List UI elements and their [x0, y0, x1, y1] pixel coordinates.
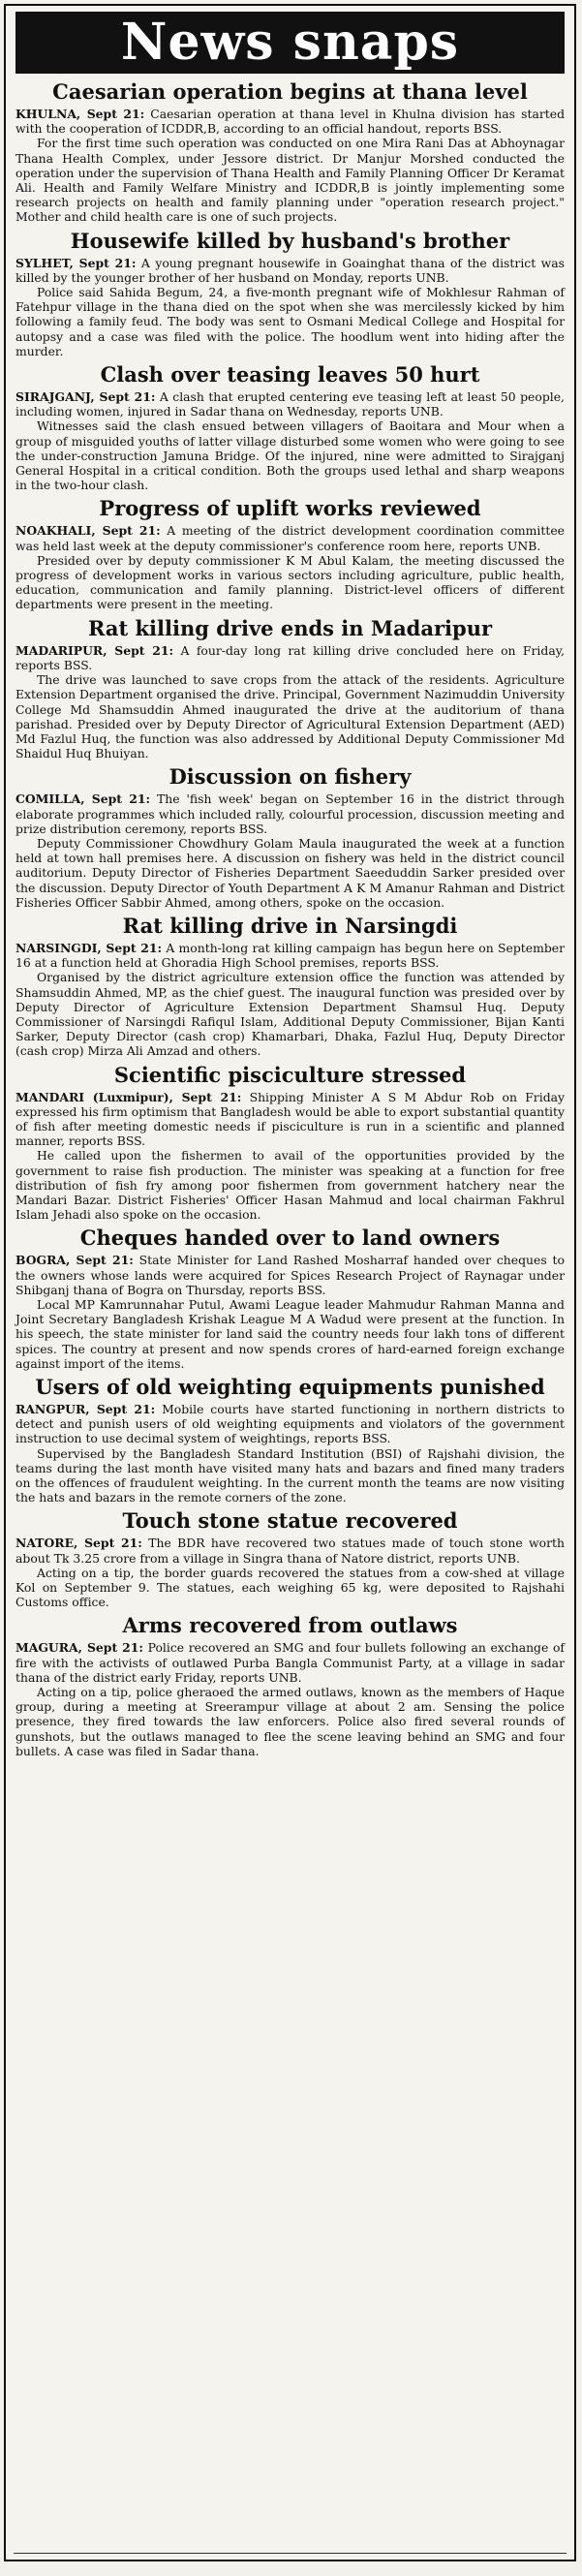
story-headline: Rat killing drive in Narsingdi: [122, 913, 458, 938]
story-body: [15, 107, 565, 225]
story-paragraph: [15, 1566, 565, 1610]
news-story: [6, 79, 574, 225]
news-story: [6, 764, 574, 910]
story-text: Police recovered an SMG and four bullets following an exchange of fire with the activists of outlawed Purba Bangla Communist Party, at a village in sadar thana of the district early Friday, reports UNB.: [15, 1640, 566, 1685]
story-paragraph: [15, 285, 565, 358]
story-headline: Discussion on fishery: [168, 764, 412, 790]
story-headline: Users of old weighting equipments punished: [35, 1375, 545, 1400]
news-story: [6, 1613, 574, 1758]
story-dateline: SIRAJGANJ, Sept 21:: [15, 389, 156, 405]
story-text: A month-long rat killing campaign has begun here on September 16 at a function held at Ghoradia High School premises, reports BSS.: [15, 940, 566, 971]
story-body: [15, 1536, 565, 1609]
story-text: For the first time such operation was conducted on one Mira Rani Das at Abhoynagar Thana Health Complex, under Jessore district. Dr Manjur Morshed conducted the operation under the supervision of Thana Health and Family Planning Officer Dr Keramat Ali. Health and Family Welfare Ministry and ICDDR,B is jointly implementing some research projects on health and family planning under "operation research project." Mother and child health care is one of such projects.: [15, 136, 565, 225]
story-body: [15, 643, 565, 761]
story-headline: Housewife killed by husband's brother: [70, 228, 510, 253]
story-text: Acting on a tip, police gheraoed the armed outlaws, known as the members of Haque group, during a meeting at Sreerampur village at about 2 am. Sensing the police presence, they fired towards the law enforcers. Police also fired several rounds of gunshots, but the outlaws managed to flee the scene leaving behind an SMG and four bullets. A case was filed in Sadar thana.: [15, 1685, 565, 1758]
story-body: [15, 1640, 565, 1758]
story-body: [15, 389, 565, 492]
story-body: [15, 1253, 565, 1371]
news-story: [6, 229, 574, 358]
story-body: [15, 791, 565, 910]
story-paragraph: [15, 136, 565, 224]
story-paragraph: [15, 1685, 565, 1758]
story-headline: Clash over teasing leaves 50 hurt: [100, 362, 480, 388]
story-headline: Caesarian operation begins at thana level: [52, 79, 528, 104]
story-text: Deputy Commissioner Chowdhury Golam Maula inaugurated the week at a function held at town hall premises here. A discussion on fishery was held in the district council auditorium. Deputy Director of Fisheries Department Saeeduddin Sarker presided over the discussion. Deputy Director of Youth Department A K M Amanur Rahman and District Fisheries Officer Sabbir Ahmed, among others, spoke on the occasion.: [15, 835, 565, 910]
story-paragraph: [15, 523, 565, 552]
story-text: A clash that erupted centering eve teasing left at least 50 people, including women, injured in Sadar thana on Wednesday, reports UNB.: [15, 389, 565, 419]
story-text: A young pregnant housewife in Goainghat thana of the district was killed by the younger brother of her husband on Monday, reports UNB.: [15, 255, 565, 285]
story-text: Organised by the district agriculture extension office the function was attended by Shamsuddin Ahmed, MP, as the chief guest. The inaugural function was presided over by Deputy Director of Agriculture Extension Department Shamsul Huq. Deputy Commissioner of Narsingdi Rafiqul Islam, Additional Deputy Commissioner, Bijan Kanti Sarker, Deputy Director (cash crop) Khamarbari, Dhaka, Fazlul Huq, Deputy Director (cash crop) Mirza Ali Amzad and others.: [15, 970, 565, 1059]
story-paragraph: [15, 389, 565, 419]
story-dateline: MAGURA, Sept 21:: [15, 1640, 143, 1656]
news-story: [6, 1063, 574, 1223]
story-headline: Scientific pisciculture stressed: [113, 1062, 467, 1087]
story-paragraph: [15, 643, 565, 672]
story-paragraph: [15, 1536, 565, 1565]
story-dateline: KHULNA, Sept 21:: [15, 107, 145, 121]
story-text: Shipping Minister A S M Abdur Rob on Friday expressed his firm optimism that Bangladesh would be able to export substantial quantity of fish after meeting domestic needs if pisciculture is run in a scientific and planned manner, reports BSS.: [15, 1089, 566, 1149]
story-headline: Progress of uplift works reviewed: [99, 496, 481, 521]
story-body: [15, 941, 565, 1059]
story-text: Mobile courts have started functioning in northern districts to detect and punish users of old weighting equipments and violators of the government instruction to use decimal system of weightings, reports BSS.: [15, 1402, 565, 1446]
story-paragraph: [15, 107, 565, 136]
story-text: Caesarian operation at thana level in Khulna division has started with the cooperation of ICDDR,B, according to an official handout, reports BSS.: [15, 107, 565, 137]
story-text: A four-day long rat killing drive concluded here on Friday, reports BSS.: [15, 642, 565, 672]
news-snaps-page: [4, 4, 576, 2561]
story-dateline: BOGRA, Sept 21:: [15, 1253, 134, 1268]
news-story: [6, 362, 574, 492]
news-story: [6, 1226, 574, 1371]
story-dateline: SYLHET, Sept 21:: [15, 255, 137, 270]
story-paragraph: [15, 941, 565, 970]
story-paragraph: [15, 553, 565, 612]
section-banner: News snaps: [15, 12, 565, 74]
story-dateline: NATORE, Sept 21:: [15, 1536, 142, 1551]
story-paragraph: [15, 1640, 565, 1685]
story-text: He called upon the fishermen to avail of the opportunities provided by the government to raise fish production. The minister was speaking at a function for free distribution of fish fry among poor fishermen from government hatchery near the Mandari Bazar. District Fisheries' Officer Hasan Mahmud and local chairman Fakhrul Islam Jehadi also spoke on the occasion.: [15, 1148, 565, 1223]
story-dateline: NOAKHALI, Sept 21:: [15, 523, 161, 539]
story-body: [15, 1402, 565, 1505]
story-text: Witnesses said the clash ensued between villagers of Baoitara and Mour when a group of misguided youths of latter village disturbed some women who were going to see the under-construction Jamuna Bridge. Of the injured, nine were admitted to Sirajganj General Hospital in a critical condition. Both the groups used lethal and sharp weapons in the two-hour clash.: [15, 419, 565, 493]
news-story: [6, 914, 574, 1059]
story-paragraph: [15, 1090, 565, 1149]
story-headline: Arms recovered from outlaws: [122, 1613, 458, 1638]
story-dateline: MADARIPUR, Sept 21:: [15, 642, 174, 658]
story-paragraph: [15, 419, 565, 492]
story-paragraph: [15, 1446, 565, 1505]
story-text: Supervised by the Bangladesh Standard Institution (BSI) of Rajshahi division, the teams during the last month have visited many hats and bazars and fined many traders on the offences of fraudulent weighting. In the current month the teams are now visiting the hats and bazars in the remote corners of the zone.: [15, 1445, 565, 1505]
stories-column: [6, 79, 574, 1758]
column-rule: [14, 2553, 567, 2554]
story-text: The drive was launched to save crops from the attack of the residents. Agriculture Extension Department organised the drive. Principal, Government Nazimuddin University College Md Shamsuddin Ahmed inaugurated the drive at the auditorium of thana parishad. Presided over by Deputy Director of Agricultural Extension Department (AED) Md Fazlul Huq, the function was also addressed by Additional Deputy Commissioner Md Shaidul Huq Bhuiyan.: [15, 672, 565, 761]
story-text: Presided over by deputy commissioner K M Abul Kalam, the meeting discussed the progress of development works in various sectors including agriculture, public health, education, communication and family planning. District-level officers of different departments were present in the meeting.: [15, 552, 565, 612]
story-text: The BDR have recovered two statues made of touch stone worth about Tk 3.25 crore from a village in Singra thana of Natore district, reports UNB.: [15, 1536, 565, 1566]
story-text: The 'fish week' began on September 16 in the district through elaborate programmes which included rally, colourful procession, discussion meeting and prize distribution ceremony, reports BSS.: [15, 791, 565, 836]
story-text: State Minister for Land Rashed Mosharraf handed over cheques to the owners whose lands were acquired for Spices Research Project of Raynagar under Shibganj thana of Bogra on Thursday, reports BSS.: [15, 1253, 565, 1297]
story-body: [15, 256, 565, 358]
story-text: Acting on a tip, the border guards recovered the statues from a cow-shed at village Kol on September 9. The statues, each weighing 65 kg, were deposited to Rajshahi Customs office.: [15, 1565, 565, 1610]
news-story: [6, 616, 574, 761]
story-paragraph: [15, 672, 565, 760]
story-headline: Cheques handed over to land owners: [79, 1226, 501, 1251]
story-paragraph: [15, 256, 565, 285]
news-story: [6, 1508, 574, 1609]
story-dateline: RANGPUR, Sept 21:: [15, 1402, 156, 1417]
story-dateline: MANDARI (Luxmipur), Sept 21:: [15, 1089, 242, 1104]
story-text: A meeting of the district development coordination committee was held last week at the deputy commissioner's conference room here, reports UNB.: [15, 523, 565, 553]
story-headline: Touch stone statue recovered: [122, 1508, 458, 1534]
news-story: [6, 1375, 574, 1505]
story-paragraph: [15, 1148, 565, 1222]
story-body: [15, 523, 565, 611]
story-dateline: COMILLA, Sept 21:: [15, 791, 151, 807]
story-text: Police said Sahida Begum, 24, a five-month pregnant wife of Mokhlesur Rahman of Fatehpur village in the thana died on the spot when she was mercilessly kicked by him following a family feud. The body was sent to Osmani Medical College and Hospital for autopsy and a case was filed with the police. The hoodlum went into hiding after the murder.: [15, 285, 565, 358]
story-paragraph: [15, 1253, 565, 1297]
story-paragraph: [15, 970, 565, 1058]
story-body: [15, 1090, 565, 1223]
story-dateline: NARSINGDI, Sept 21:: [15, 940, 163, 955]
news-story: [6, 496, 574, 611]
story-paragraph: [15, 1402, 565, 1446]
story-headline: Rat killing drive ends in Madaripur: [87, 615, 493, 640]
story-text: Local MP Kamrunnahar Putul, Awami League leader Mahmudur Rahman Manna and Joint Secretary Bangladesh Krishak League M A Wadud were present at the function. In his speech, the state minister for land said the country needs four lakh tons of different spices. The country at present and now spends crores of hard-earned foreign exchange against import of the items.: [15, 1297, 565, 1371]
story-paragraph: [15, 1297, 565, 1371]
story-paragraph: [15, 791, 565, 836]
story-paragraph: [15, 836, 565, 910]
